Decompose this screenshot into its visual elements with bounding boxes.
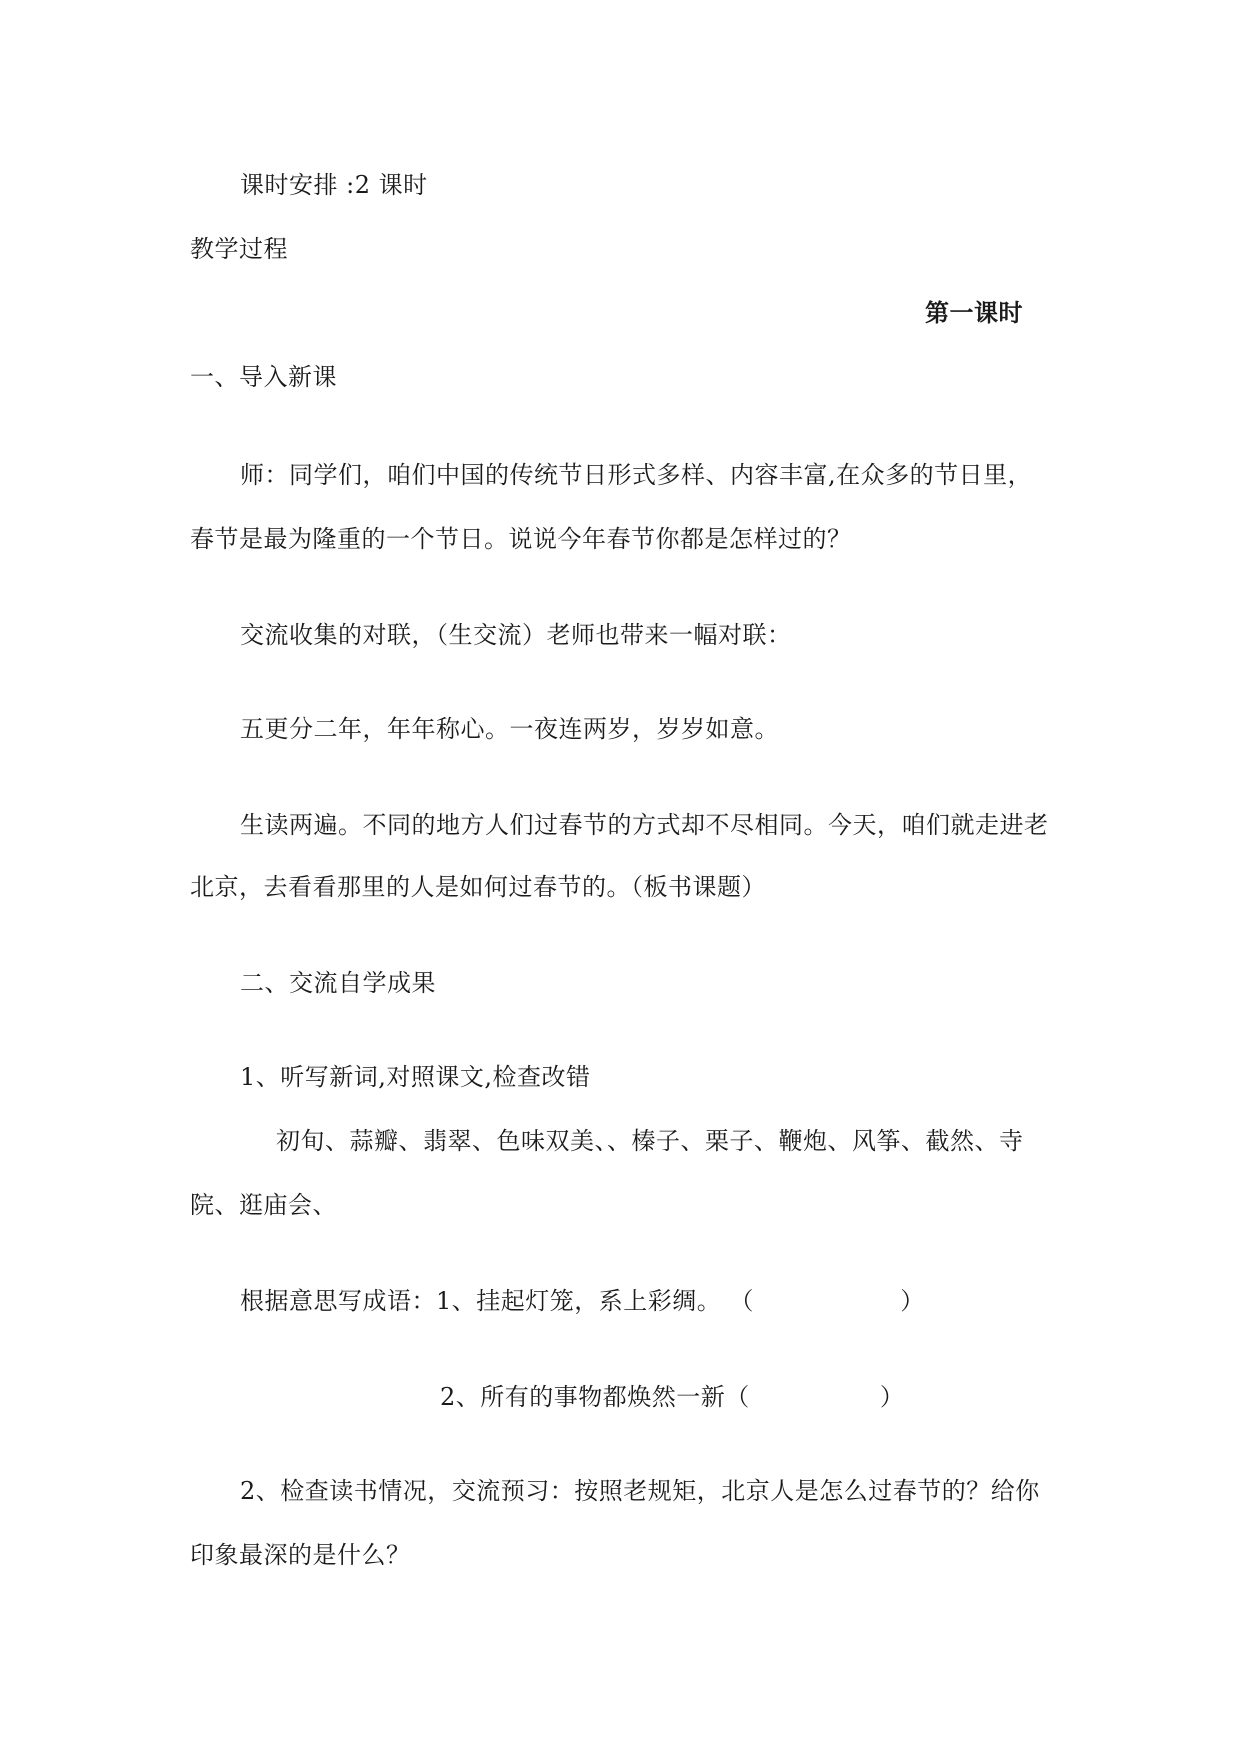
section1-heading: 一、导入新课 [190, 363, 337, 391]
item-2-line-2: 印象最深的是什么？ [190, 1541, 411, 1569]
words-line-2: 院、逛庙会、 [190, 1191, 337, 1219]
paragraph-2: 交流收集的对联，（生交流）老师也带来一幅对联： [240, 621, 792, 649]
words-line-1: 初旬、蒜瓣、翡翠、色味双美、、榛子、栗子、鞭炮、风筝、截然、寺 [276, 1127, 1024, 1155]
paragraph-3-line-1: 生读两遍。不同的地方人们过春节的方式却不尽相同。今天，咱们就走进老 [240, 811, 1049, 839]
paragraph-3-line-2: 北京，去看看那里的人是如何过春节的。（板书课题） [190, 873, 766, 901]
idiom-question-1: 根据意思写成语：1、挂起灯笼，系上彩绸。 （ ） [240, 1287, 925, 1315]
idiom-question-2: 2、所有的事物都焕然一新（ ） [440, 1383, 905, 1411]
paragraph-1-line-1: 师：同学们，咱们中国的传统节日形式多样、内容丰富,在众多的节日里， [240, 461, 1033, 489]
process-heading: 教学过程 [190, 235, 288, 263]
couplet: 五更分二年，年年称心。一夜连两岁，岁岁如意。 [240, 715, 779, 743]
lesson-title: 第一课时 [925, 298, 1023, 327]
item-2-line-1: 2、检查读书情况，交流预习：按照老规矩，北京人是怎么过春节的？给你 [240, 1477, 1040, 1505]
paragraph-1-line-2: 春节是最为隆重的一个节日。说说今年春节你都是怎样过的？ [190, 525, 852, 553]
schedule-line: 课时安排 :2 课时 [240, 171, 428, 199]
section2-heading: 二、交流自学成果 [240, 969, 436, 997]
item-1: 1、听写新词,对照课文,检查改错 [240, 1063, 591, 1091]
